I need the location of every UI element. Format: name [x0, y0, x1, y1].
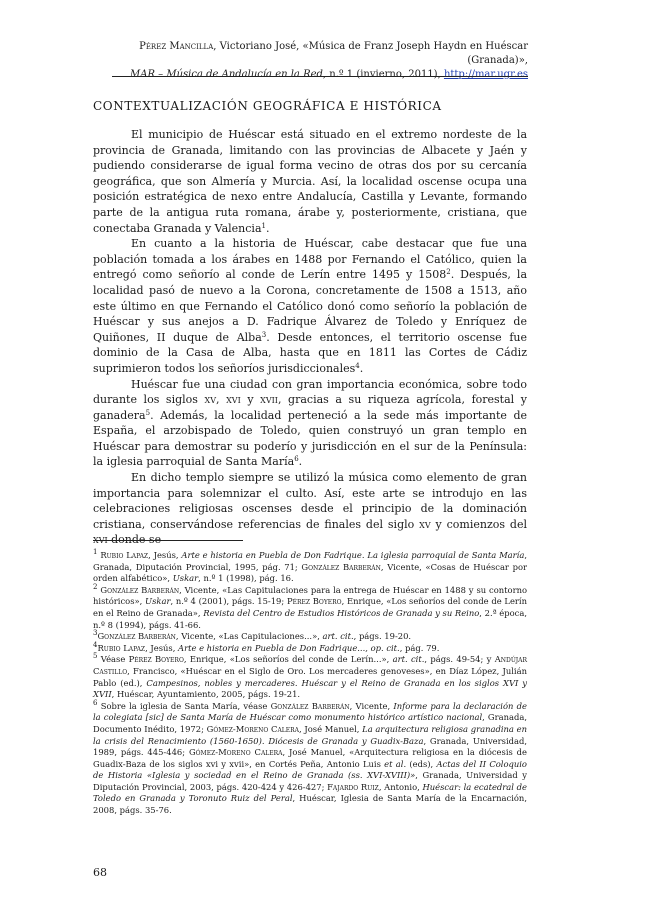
paragraph-3: Huéscar fue una ciudad con gran importancia económica, sobre todo durante los siglos xv, xvi y xvii, gracias a su riqueza agrícola, forestal y ganadera$^5$. Además, la localidad perteneció a la sede más importante de España, el arzobispado de Toledo, quien construyó un gran templo en Huéscar para demostrar su poderío y jurisdicción en el sur de la Península: la iglesia parroquial de Santa María$^6$.	[93, 377, 527, 469]
footnote-text: , págs. 49-54; y	[424, 654, 495, 665]
footnote-author: González Barberán	[100, 584, 180, 595]
footnote-ref-6[interactable]: 6	[294, 455, 299, 464]
body-text	[93, 127, 527, 548]
footnote-author: Pérez Boyero	[128, 654, 184, 665]
footnote-number: 6	[93, 698, 98, 707]
paragraph-3-text-c: . Además, la localidad perteneció a la sede más importante de España, el arzobispado de Toledo, quien construyó un gran templo en Huéscar para demostrar su poderío y jurisdicción en el sur de la Península: la iglesia parroquial de Santa María	[93, 408, 527, 469]
footnote-text: , Jesús,	[148, 550, 182, 560]
footnote-author: Gómez-Moreno Calera	[188, 747, 283, 758]
footnote-author: González Barberán	[301, 561, 381, 572]
footnote-3	[93, 631, 527, 643]
footnote-ref-4[interactable]: 4	[355, 361, 360, 370]
century-xv: xv	[419, 517, 431, 531]
footnote-1	[93, 550, 527, 585]
footnote-title: Arte e historia en Puebla de Don Fadrique..., op. cit.	[178, 642, 400, 653]
footnote-text: , Vicente, «Las Capitulaciones...»,	[175, 631, 323, 642]
footnote-author: González Barberán	[270, 700, 350, 711]
footnote-number: 3	[93, 629, 98, 638]
footnote-text: , Vicente, «Cosas de Huéscar por orden alfabético»,	[93, 561, 528, 584]
footnote-text: , José Manuel,	[299, 723, 363, 734]
footnote-author: Pérez Boyero	[286, 596, 342, 607]
footnote-author: Gómez-Moreno Calera	[206, 723, 299, 734]
footnote-text: , José Manuel, «Arquitectura religiosa en la diócesis de Guadix-Baza de los siglos xvi y xvii», en Cortés Peña, Antonio Luis	[93, 747, 527, 769]
footnote-title: Actas del II Coloquio de Historia «Iglesia y sociedad en el Reino de Granada (ss. XVI-XVIII)»	[93, 758, 527, 781]
footnote-number: 1	[93, 548, 98, 556]
footnote-text: , págs. 19-20.	[353, 631, 412, 642]
footnote-citation: art. cit.	[322, 631, 354, 642]
footnote-6	[93, 698, 528, 817]
footnote-text: , n.º 1 (1998), pág. 16.	[198, 573, 294, 584]
footnote-ref-3[interactable]: 3	[261, 330, 267, 339]
footnote-ref-5[interactable]: 5	[145, 408, 151, 417]
footnote-text: , Enrique, «Los señoríos del conde de Lerín...»,	[183, 654, 393, 665]
paragraph-4-text-mid: y comienzos del	[430, 517, 527, 531]
footnote-text: , Antonio,	[378, 781, 423, 792]
footnote-2	[93, 582, 528, 631]
footnote-text: , Enrique, «Los señoríos del conde de Lerín en el Reino de Granada»,	[93, 596, 527, 618]
footnote-author: Rubio Lapaz	[100, 550, 149, 560]
footnote-text: (eds),	[406, 758, 437, 769]
page-number: 68	[93, 866, 107, 879]
footnote-journal: Uskar	[172, 573, 199, 584]
header-journal: MAR – Música de Andalucía en la Red,	[130, 69, 327, 80]
header-citation-line2	[96, 68, 528, 82]
footnote-title: Campesinos, nobles y mercaderes. Huéscar y el Reino de Granada en los siglos XVI y XVII	[93, 677, 527, 700]
header-author: Pérez Mancilla	[139, 41, 214, 52]
footnote-text: , Granada, Documento Inédito, 1972;	[93, 712, 528, 734]
separator: y	[240, 393, 261, 407]
footnote-text: Sobre la iglesia de Santa María, véase	[97, 700, 271, 711]
footnote-text: Véase	[97, 654, 129, 665]
section-title: CONTEXTUALIZACIÓN GEOGRÁFICA E HISTÓRICA	[93, 99, 442, 113]
footnote-5	[93, 654, 527, 700]
footnote-text: , pág. 79.	[399, 642, 440, 653]
paragraph-3-text-b: , gracias a su riqueza agrícola, forestal y ganadera	[93, 393, 527, 422]
header-issue: n.º 1 (invierno, 2011),	[326, 69, 444, 80]
header-article-title: , Victoriano José, «Música de Franz Joseph Haydn en Huéscar (Granada)»,	[213, 41, 528, 66]
footnote-text: , Vicente,	[349, 700, 394, 711]
footnote-text: , 2.ª época, n.º 8 (1994), págs. 41-66.	[93, 607, 527, 630]
footnote-text: , Huéscar, Ayuntamiento, 2005, págs. 19-21.	[111, 689, 301, 700]
century-xvi: xvi	[93, 533, 108, 547]
footnote-ref-1[interactable]: 1	[261, 221, 266, 230]
footnote-text: , Granada, Universidad y Diputación Provincial, 2003, págs. 420-424 y 426-427;	[93, 770, 527, 792]
footnote-rule	[93, 540, 243, 541]
footnote-text: , Jesús,	[145, 642, 179, 653]
footnote-text: , Vicente, «Las Capitulaciones para la entrega de Huéscar en 1488 y su contorno históricos»,	[93, 584, 528, 607]
separator: ,	[216, 393, 227, 407]
footnote-text: , Huéscar, Iglesia de Santa María de la Encarnación, 2008, págs. 35-76.	[93, 793, 527, 816]
paragraph-4-text-a: En dicho templo siempre se utilizó la música como elemento de gran importancia para solemnizar el culto. Así, este arte se introdujo en las celebraciones religiosas oscenses desde el principio de la dominación cristiana, conservándose referencias de finales del siglo	[93, 471, 527, 531]
footnote-citation: art. cit.	[392, 654, 425, 665]
footnote-etal: et al.	[384, 758, 407, 769]
century-xvii: xvii	[260, 393, 278, 407]
footnote-journal: Uskar	[145, 596, 171, 607]
paragraph-2-text-c: . Desde entonces, el territorio oscense fue dominio de la Casa de Alba, hasta que en 1811 las Cortes de Cádiz suprimieron todos los señoríos jurisdiccionales	[93, 330, 528, 375]
footnote-journal: Revista del Centro de Estudios Históricos de Granada y su Reino	[203, 607, 480, 618]
paragraph-1: El municipio de Huéscar está situado en el extremo nordeste de la provincia de Granada, limitando con las provincias de Albacete y Jaén y pudiendo considerarse de igual forma vecino de otras dos por su cercanía geográfica, que son Almería y Murcia. Así, la localidad oscense ocupa una posición estratégica de nexo entre Andalucía, Castilla y Levante, formando parte de la antigua ruta romana, árabe y, posteriormente, cristiana, que conectaba Granada y Valencia$^1$.	[93, 128, 527, 235]
paragraph-3-text-a: Huéscar fue una ciudad con gran importancia económica, sobre todo durante los siglos	[93, 377, 527, 407]
header-citation-line1	[96, 40, 528, 68]
footnote-title: Huéscar: la ecatedral de Toledo en Granada y Toronuto Ruiz del Peral	[93, 781, 527, 804]
footnote-text: , Francisco, «Huéscar en el Siglo de Oro. Los mercaderes genoveses», en Díaz López, Julián Pablo (ed.),	[93, 665, 527, 688]
paragraph-2-text-b: . Después, la localidad pasó de nuevo a la Corona, concretamente de 1508 a 1513, año este último en que Fernando el Católico donó como señorío la población de Huéscar y sus anejos a D. Fadrique Álvarez de Toledo y Enríquez de Quiñones, II duque de Alba	[93, 268, 528, 344]
footnote-author: Andújar Castillo	[93, 654, 527, 676]
paragraph-4-text-b: donde se	[107, 533, 162, 547]
footnote-author: González Barberán	[97, 631, 176, 642]
header-rule	[112, 76, 528, 77]
header-url-link[interactable]: http://mar.ugr.es	[443, 69, 528, 80]
footnote-ref-2[interactable]: 2	[446, 268, 451, 277]
footnote-4	[93, 640, 527, 655]
footnote-title: Arte e historia en Puebla de Don Fadrique. La iglesia parroquial de Santa María	[181, 550, 525, 560]
footnote-title: Informe para la declaración de la colegiata [sic] de Santa María de Huéscar como monumento histórico artístico nacional	[93, 700, 527, 723]
paragraph-2: En cuanto a la historia de Huéscar, cabe destacar que fue una población tomada a los árabes en 1488 por Fernando el Católico, quien la entregó como señorío al conde de Lerín entre 1495 y 1508$^2$. Después, la localidad pasó de nuevo a la Corona, concretamente de 1508 a 1513, año este último en que Fernando el Católico donó como señorío la población de Huéscar y sus anejos a D. Fadrique Álvarez de Toledo y Enríquez de Quiñones, II duque de Alba$^3$. Desde entonces, el territorio oscense fue dominio de la Casa de Alba, hasta que en 1811 las Cortes de Cádiz suprimieron todos los señoríos jurisdiccionales$^4$.	[93, 237, 528, 375]
century-xv: xv	[204, 393, 217, 407]
footnote-author: Rubio Lapaz	[97, 642, 146, 653]
footnote-text: , Granada, Diputación Provincial, 1995, pág. 71;	[93, 550, 527, 572]
footnote-text: , Granada, Universidad, 1989, págs. 445-446;	[93, 735, 527, 758]
paragraph-4	[93, 470, 527, 548]
footnote-title: La arquitectura religiosa granadina en la crisis del Renacimiento (1560-1650). Diócesis de Granada y Guadix-Baza	[93, 723, 527, 746]
century-xvi: xvi	[226, 393, 241, 407]
footnote-author: Fajardo Ruiz	[327, 781, 379, 792]
footnote-number: 2	[93, 582, 98, 591]
footnote-number: 5	[93, 652, 98, 661]
footnote-number: 4	[93, 640, 98, 649]
footnotes	[93, 550, 527, 817]
paragraph-2-text-a: En cuanto a la historia de Huéscar, cabe destacar que fue una población tomada a los árabes en 1488 por Fernando el Católico, quien la entregó como señorío al conde de Lerín entre 1495 y 1508	[93, 237, 527, 282]
paragraph-1-text: El municipio de Huéscar está situado en el extremo nordeste de la provincia de Granada, limitando con las provincias de Albacete y Jaén y pudiendo considerarse de igual forma vecino de otras dos por su cercanía geográfica, que son Almería y Murcia. Así, la localidad oscense ocupa una posición estratégica de nexo entre Andalucía, Castilla y Levante, formando parte de la antigua ruta romana, árabe y, posteriormente, cristiana, que conectaba Granada y Valencia	[93, 128, 527, 235]
footnote-text: , n.º 4 (2001), págs. 15-19;	[170, 596, 287, 607]
